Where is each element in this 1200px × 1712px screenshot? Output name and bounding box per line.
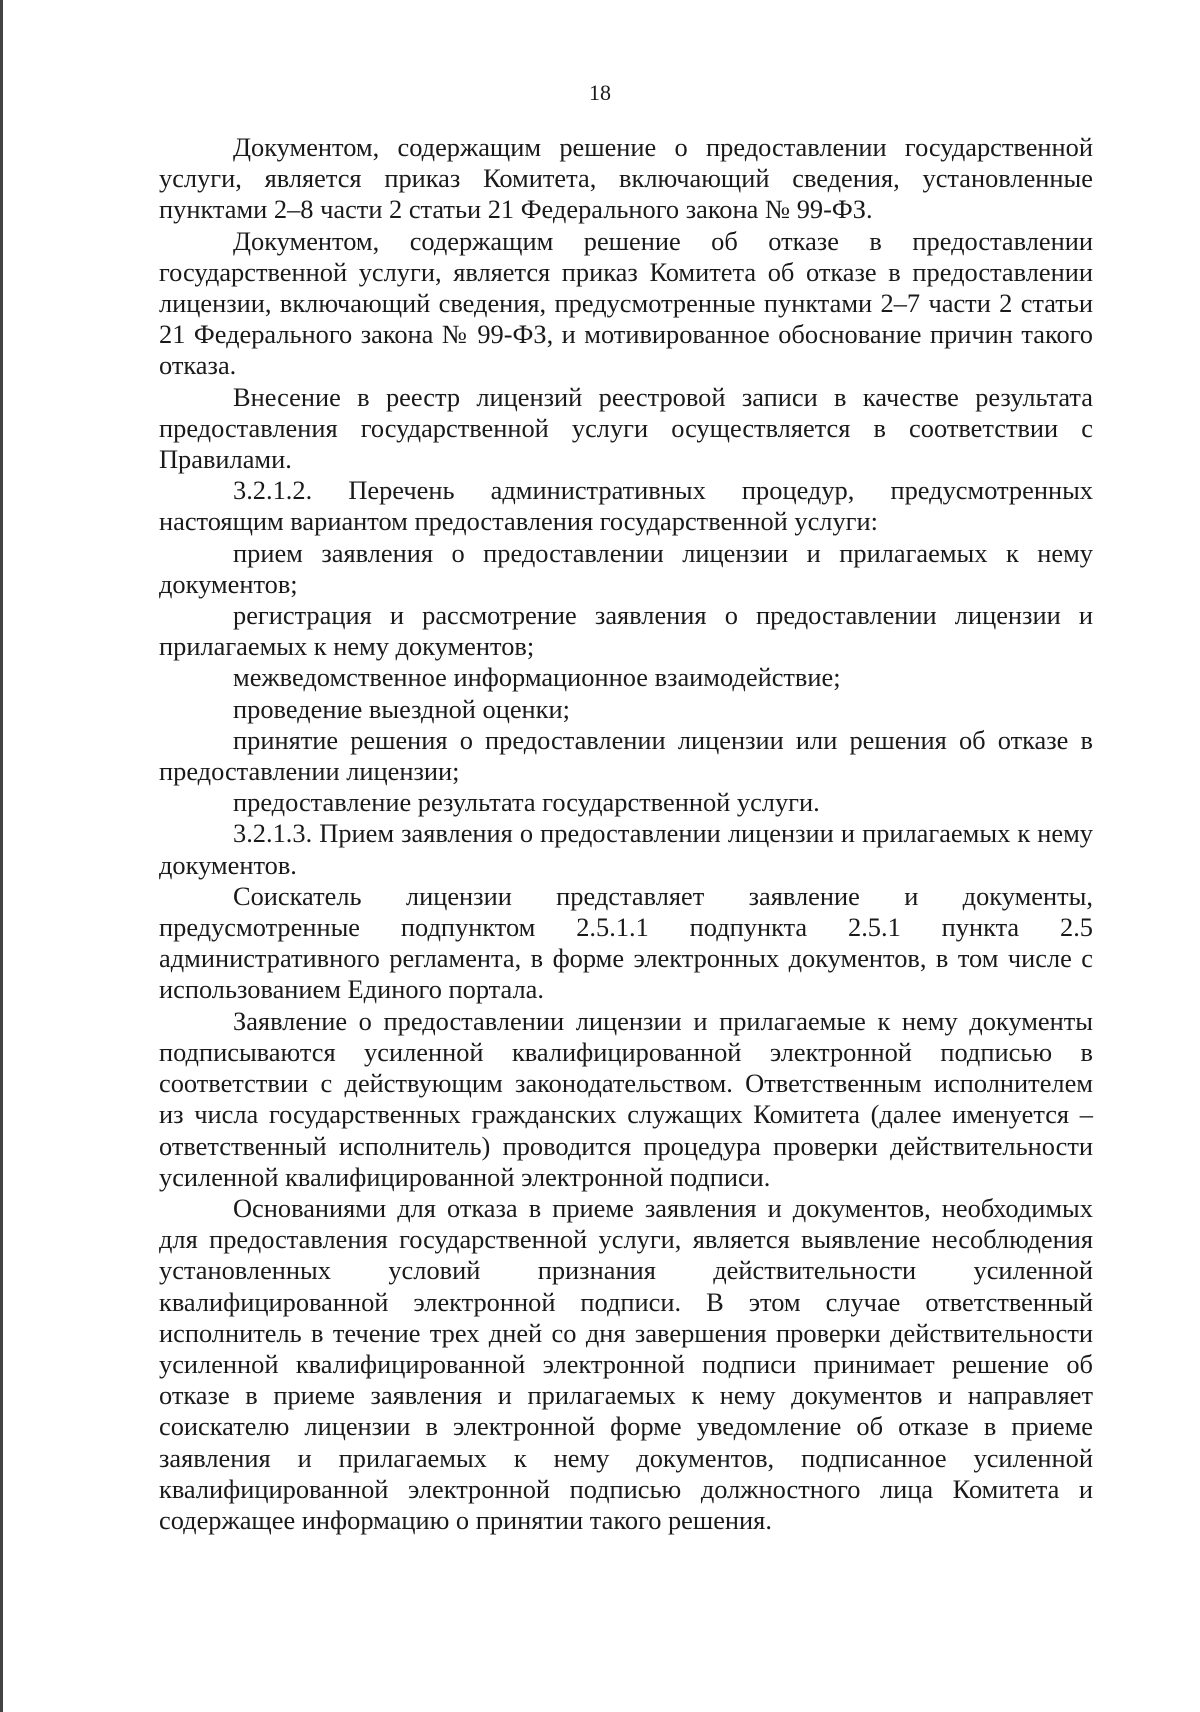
document-body: [159, 132, 1093, 1536]
list-item-result-provision: предоставление результата государственной услуги.: [233, 787, 820, 818]
list-item-registration-review: регистрация и рассмотрение заявления о предоставлении лицензии и прилагаемых к нему документов;: [159, 600, 1093, 662]
page-number: 18: [589, 80, 611, 105]
list-item-onsite-assessment: проведение выездной оценки;: [233, 693, 570, 724]
list-item-application-receipt: прием заявления о предоставлении лицензии и прилагаемых к нему документов;: [159, 537, 1093, 599]
paragraph-registry-entry: Внесение в реестр лицензий реестровой записи в качестве результата предоставления государственной услуги осуществляется в соответствии с Правилами.: [159, 381, 1093, 475]
paragraph-section-3-2-1-3: 3.2.1.3. Прием заявления о предоставлении лицензии и прилагаемых к нему документов.: [159, 818, 1093, 880]
list-item-decision-making: принятие решения о предоставлении лицензии или решения об отказе в предоставлении лицензии;: [159, 724, 1093, 787]
paragraph-decision-document: Документом, содержащим решение о предоставлении государственной услуги, является приказ Комитета, включающий сведения, установленные пунктами 2–8 части 2 статьи 21 Федерального закона № 99-ФЗ.: [159, 132, 1093, 225]
paragraph-procedures-list-heading: 3.2.1.2. Перечень административных процедур, предусмотренных настоящим вариантом предоставления государственной услуги:: [159, 475, 1093, 537]
paragraph-applicant-submission: Соискатель лицензии представляет заявление и документы, предусмотренные подпунктом 2.5.1.1 подпункта 2.5.1 пункта 2.5 административного регламента, в форме электронных документов, в том числе с использованием Единого портала.: [159, 880, 1093, 1005]
paragraph-electronic-signature: Заявление о предоставлении лицензии и прилагаемые к нему документы подписываются усиленной квалифицированной электронной подписью в соответствии с действующим законодательством. Ответственным исполнителем из числа государственных гражданских служащих Комитета (далее именуется – ответственный исполнитель) проводится процедура проверки действительности усиленной квалифицированной электронной подписи.: [159, 1005, 1093, 1192]
paragraph-refusal-document: Документом, содержащим решение об отказе в предоставлении государственной услуги, является приказ Комитета об отказе в предоставлении лицензии, включающий сведения, предусмотренные пунктами 2–7 части 2 статьи 21 Федерального закона № 99-ФЗ, и мотивированное обоснование причин такого отказа.: [159, 225, 1093, 381]
list-item-interagency-interaction: межведомственное информационное взаимодействие;: [233, 662, 841, 693]
scan-edge: [0, 0, 3, 1712]
paragraph-refusal-grounds: Основаниями для отказа в приеме заявления и документов, необходимых для предоставления государственной услуги, является выявление несоблюдения установленных условий признания действительности усиленной квалифицированной электронной подписи. В этом случае ответственный исполнитель в течение трех дней со дня завершения проверки действительности усиленной квалифицированной электронной подписи принимает решение об отказе в приеме заявления и прилагаемых к нему документов и направляет соискателю лицензии в электронной форме уведомление об отказе в приеме заявления и прилагаемых к нему документов, подписанное усиленной квалифицированной электронной подписью должностного лица Комитета и содержащее информацию о принятии такого решения.: [159, 1192, 1093, 1535]
